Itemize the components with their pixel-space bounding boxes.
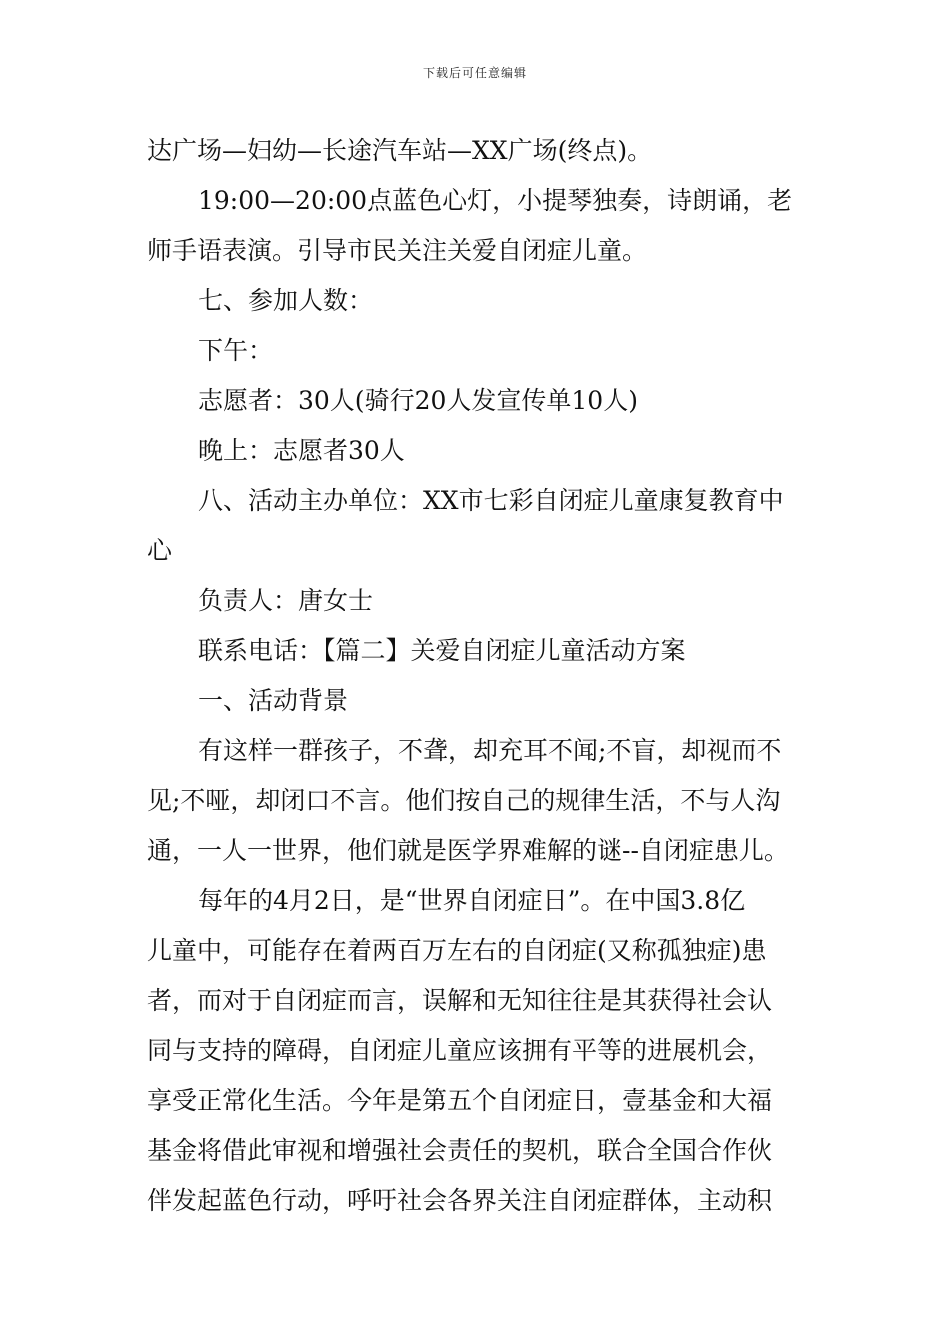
section-heading: 八、活动主办单位：XX市七彩自闭症儿童康复教育中 (198, 486, 784, 515)
section-heading: 一、活动背景 (198, 686, 349, 715)
text-line: 基金将借此审视和增强社会责任的契机，联合全国合作伙 (147, 1136, 773, 1165)
text-line: 伴发起蓝色行动，呼吁社会各界关注自闭症群体，主动积 (147, 1186, 773, 1215)
text-line: 者，而对于自闭症而言，误解和无知往往是其获得社会认 (147, 986, 773, 1015)
page-header: 下载后可任意编辑 (422, 66, 527, 80)
text-line: 同与支持的障碍，自闭症儿童应该拥有平等的进展机会， (147, 1036, 773, 1065)
text-line: 晚上：志愿者30人 (198, 436, 405, 465)
text-line: 师手语表演。引导市民关注关爱自闭症儿童。 (147, 236, 648, 265)
text-line: 通，一人一世界，他们就是医学界难解的谜--自闭症患儿。 (147, 836, 789, 865)
text-line: 联系电话：【篇二】关爱自闭症儿童活动方案 (198, 636, 686, 665)
text-line: 心 (147, 536, 173, 565)
text-line: 负责人：唐女士 (198, 586, 374, 615)
document-body (147, 126, 807, 1226)
text-line: 下午： (198, 336, 274, 365)
text-line: 儿童中，可能存在着两百万左右的自闭症(又称孤独症)患 (147, 936, 767, 965)
text-line: 志愿者：30人(骑行20人发宣传单10人) (198, 386, 638, 415)
text-line: 达广场—妇幼—长途汽车站—XX广场(终点)。 (147, 136, 653, 165)
section-heading: 七、参加人数： (198, 286, 374, 315)
text-line: 19:00—20:00点蓝色心灯，小提琴独奏，诗朗诵，老 (198, 186, 793, 215)
text-line: 享受正常化生活。今年是第五个自闭症日，壹基金和大福 (147, 1086, 773, 1115)
text-line: 见;不哑，却闭口不言。他们按自己的规律生活，不与人沟 (147, 786, 781, 815)
text-line: 每年的4月2日，是“世界自闭症日”。在中国3.8亿 (198, 886, 746, 915)
text-line: 有这样一群孩子，不聋，却充耳不闻;不盲，却视而不 (198, 736, 782, 765)
